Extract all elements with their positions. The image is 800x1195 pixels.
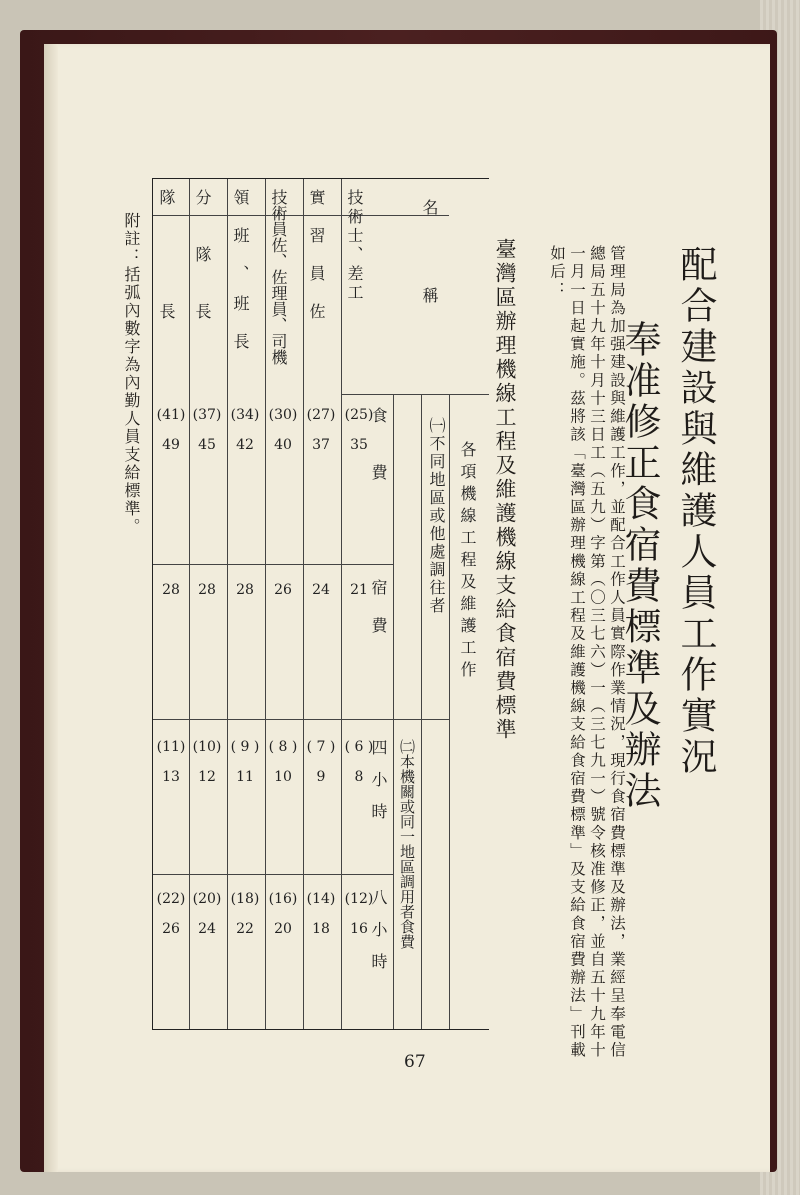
h4-value: 13 bbox=[162, 769, 180, 785]
food-inner: (37) bbox=[192, 407, 222, 423]
h8-inner: (14) bbox=[306, 891, 336, 907]
divider bbox=[449, 394, 450, 1029]
food-value: 35 bbox=[350, 437, 368, 453]
food-inner: (41) bbox=[156, 407, 186, 423]
header-4h: 四 小 時 bbox=[369, 739, 388, 819]
lodging-value: 21 bbox=[350, 582, 368, 598]
table-title: 臺灣區辦理機線工程及維護機線支給食宿費標準 bbox=[493, 238, 517, 742]
header-8h: 八 小 時 bbox=[369, 889, 388, 969]
h8-value: 16 bbox=[350, 921, 368, 937]
h8-inner: (20) bbox=[192, 891, 222, 907]
row-name: 技術士、差工 bbox=[345, 189, 364, 303]
h4-inner: ( 7 ) bbox=[306, 739, 336, 755]
h4-inner: ( 9 ) bbox=[230, 739, 260, 755]
title-line-2: 奉准修正食宿費標準及辦法 bbox=[618, 320, 661, 812]
h8-value: 26 bbox=[162, 921, 180, 937]
header-name: 名 稱 bbox=[420, 199, 439, 309]
row-name: 技術員佐、佐理員、司機 bbox=[269, 189, 288, 365]
header-col1: ㈠不同地區或他處調往者 bbox=[427, 417, 446, 615]
divider bbox=[421, 394, 422, 1029]
lodging-value: 24 bbox=[312, 582, 330, 598]
h4-value: 9 bbox=[316, 769, 326, 785]
food-value: 45 bbox=[198, 437, 216, 453]
header-main: 各項機線工程及維護工作 bbox=[458, 441, 477, 683]
h8-inner: (18) bbox=[230, 891, 260, 907]
h4-inner: (11) bbox=[156, 739, 186, 755]
title-line-1: 配合建設與維護人員工作實況 bbox=[674, 245, 717, 778]
food-inner: (34) bbox=[230, 407, 260, 423]
lodging-value: 28 bbox=[236, 582, 254, 598]
h4-inner: ( 6 ) bbox=[344, 739, 374, 755]
row-name: 分 隊 長 bbox=[193, 189, 212, 322]
row-name: 隊 長 bbox=[157, 189, 176, 322]
food-value: 42 bbox=[236, 437, 254, 453]
h8-inner: (16) bbox=[268, 891, 298, 907]
h8-value: 18 bbox=[312, 921, 330, 937]
lodging-value: 28 bbox=[198, 582, 216, 598]
lodging-value: 28 bbox=[162, 582, 180, 598]
h8-inner: (12) bbox=[344, 891, 374, 907]
header-food: 食 費 bbox=[369, 407, 388, 483]
h4-value: 12 bbox=[198, 769, 216, 785]
h8-value: 22 bbox=[236, 921, 254, 937]
h8-value: 20 bbox=[274, 921, 292, 937]
food-inner: (30) bbox=[268, 407, 298, 423]
header-lodging: 宿 費 bbox=[369, 579, 388, 636]
h4-inner: (10) bbox=[192, 739, 222, 755]
header-col2: ㈡本機關或同一地區調用者食費 bbox=[398, 739, 416, 949]
h4-value: 8 bbox=[354, 769, 364, 785]
h8-value: 24 bbox=[198, 921, 216, 937]
h4-value: 11 bbox=[236, 769, 254, 785]
allowance-table bbox=[152, 178, 489, 1030]
row-name: 領 班 、 班 長 bbox=[231, 189, 250, 352]
row-name: 實 習 員 佐 bbox=[307, 189, 326, 322]
table-note: 附註：括弧內數字為內勤人員支給標準。 bbox=[122, 212, 141, 536]
food-value: 40 bbox=[274, 437, 292, 453]
food-inner: (27) bbox=[306, 407, 336, 423]
divider bbox=[341, 394, 489, 395]
page-number: 67 bbox=[404, 1052, 426, 1072]
food-value: 49 bbox=[162, 437, 180, 453]
h4-value: 10 bbox=[274, 769, 292, 785]
h4-inner: ( 8 ) bbox=[268, 739, 298, 755]
food-value: 37 bbox=[312, 437, 330, 453]
food-inner: (25) bbox=[344, 407, 374, 423]
lodging-value: 26 bbox=[274, 582, 292, 598]
divider bbox=[393, 394, 394, 1029]
divider bbox=[393, 719, 449, 720]
h8-inner: (22) bbox=[156, 891, 186, 907]
intro-paragraph: 管理局為加强建設與維護工作，並配合工作人員實際作業情況，現行食宿費標準及辦法，業經呈奉電信總局五十九年十月十三日工（五九）字第（〇三七六）一（三七九一）號令核准修正，並自五十九年十一月一日起實施。茲將該「臺灣區辦理機線工程及維護機線支給食宿費標準」及支給食宿費辦法」刊載如后： bbox=[548, 245, 626, 1060]
page-gutter bbox=[44, 44, 58, 1172]
